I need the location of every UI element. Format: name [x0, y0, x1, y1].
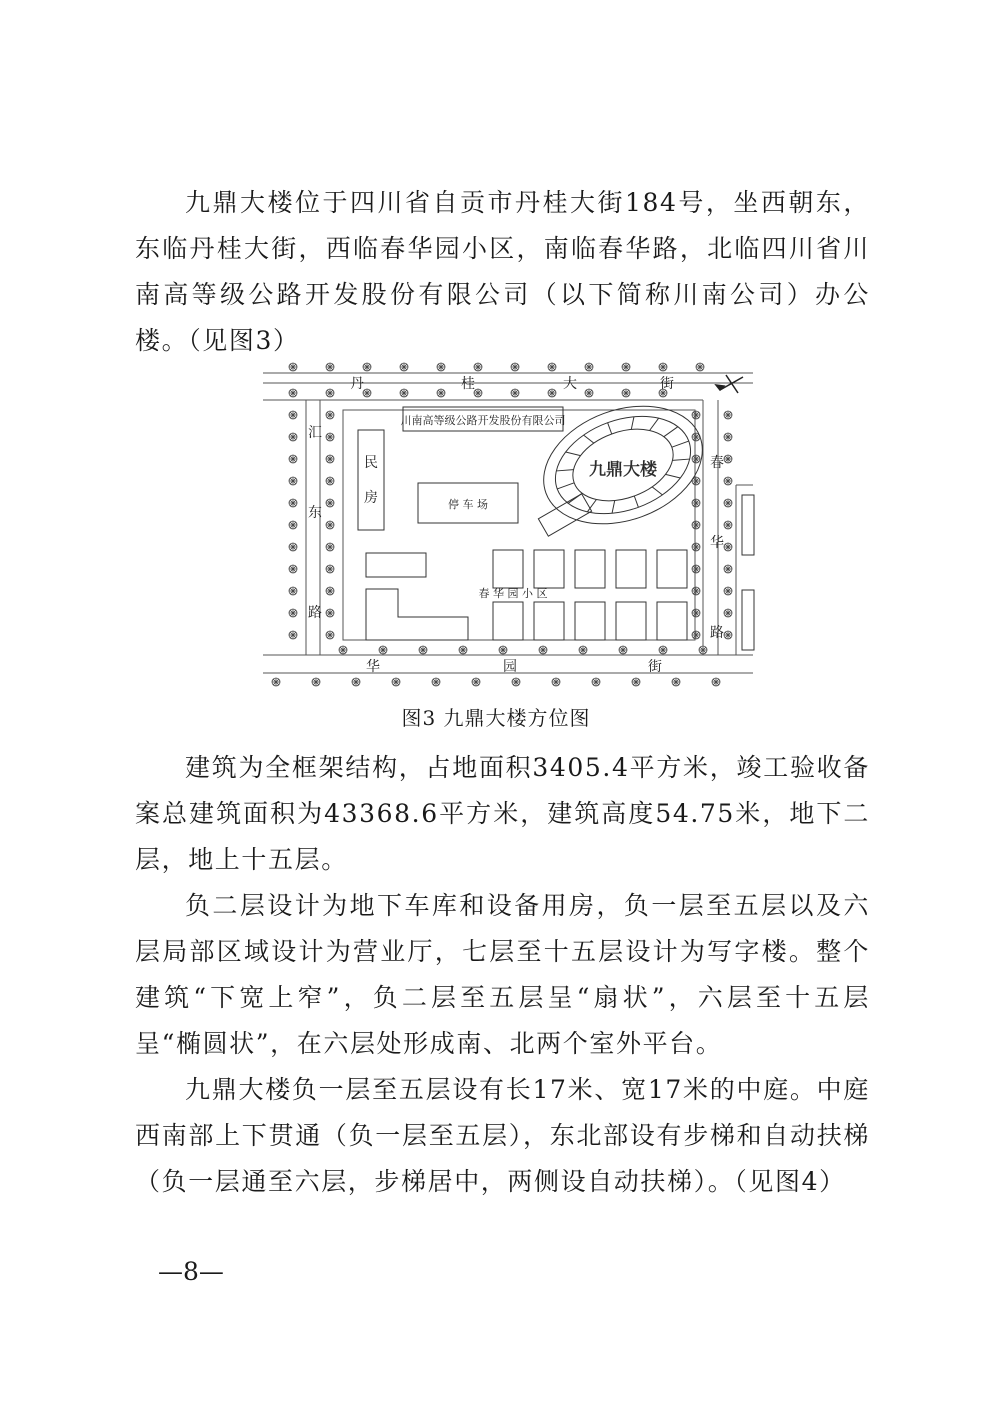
tree-icon: [289, 631, 297, 639]
tree-icon: [289, 363, 297, 371]
tree-icon: [692, 543, 700, 551]
road-right-1: 春: [710, 455, 724, 471]
tree-icon: [632, 678, 640, 686]
tree-icon: [437, 363, 445, 371]
tree-icon: [474, 389, 482, 397]
parking-lot: [418, 483, 518, 523]
tree-icon: [289, 433, 297, 441]
tree-icon: [539, 646, 547, 654]
tree-icon: [289, 543, 297, 551]
tree-icon: [724, 455, 732, 463]
tree-icon: [592, 678, 600, 686]
road-right-3: 路: [710, 625, 724, 641]
house-label-1: 民: [364, 455, 378, 471]
tree-icon: [579, 646, 587, 654]
road-right-2: 华: [710, 535, 724, 551]
tree-icon: [289, 477, 297, 485]
tree-icon: [352, 678, 360, 686]
structure-paragraph: 建筑为全框架结构，占地面积3405.4平方米，竣工验收备案总建筑面积为43368.6平方米，建筑高度54.75米，地下二层，地上十五层。: [135, 753, 870, 874]
tree-icon: [659, 363, 667, 371]
tree-icon: [289, 411, 297, 419]
intro-paragraph: 九鼎大楼位于四川省自贡市丹桂大街184号，坐西朝东，东临丹桂大街，西临春华园小区，南临春华路，北临四川省川南高等级公路开发股份有限公司（以下简称川南公司）办公楼。（见图3）: [135, 188, 870, 355]
tree-icon: [692, 499, 700, 507]
company-office-block: [401, 407, 566, 431]
tree-icon: [326, 543, 334, 551]
page-number: —8—: [158, 1257, 224, 1286]
parking-label: 停 车 场: [448, 498, 488, 511]
tree-icon: [326, 521, 334, 529]
tree-icon: [326, 609, 334, 617]
tree-icon: [363, 363, 371, 371]
tree-icon: [548, 389, 556, 397]
tree-icon: [289, 587, 297, 595]
road-bottom-3: 街: [648, 659, 662, 675]
tree-icon: [511, 363, 519, 371]
tree-icon: [659, 646, 667, 654]
residential-house: [358, 430, 384, 530]
road-top-2: 桂: [461, 376, 475, 392]
tree-icon: [400, 389, 408, 397]
tree-icon: [585, 389, 593, 397]
tree-icon: [339, 646, 347, 654]
tree-icon: [400, 363, 408, 371]
tree-icon: [499, 646, 507, 654]
tree-icon: [289, 455, 297, 463]
tree-icon: [552, 678, 560, 686]
tree-rows: [272, 363, 732, 686]
tree-icon: [472, 678, 480, 686]
tree-icon: [724, 411, 732, 419]
tree-icon: [692, 609, 700, 617]
road-left-2: 东: [308, 505, 322, 521]
tree-icon: [696, 363, 704, 371]
tree-icon: [326, 433, 334, 441]
tree-icon: [672, 678, 680, 686]
tree-icon: [326, 587, 334, 595]
community-label: 春 华 园 小 区: [478, 587, 548, 600]
building-label: 九鼎大楼: [589, 460, 657, 480]
north-arrow-icon: [716, 375, 743, 393]
tree-icon: [289, 389, 297, 397]
tree-icon: [724, 543, 732, 551]
tree-icon: [326, 477, 334, 485]
tree-icon: [289, 521, 297, 529]
tree-icon: [289, 565, 297, 573]
tree-icon: [272, 678, 280, 686]
road-bottom-2: 园: [503, 659, 517, 675]
road-top-3: 大: [563, 376, 577, 392]
tree-icon: [326, 389, 334, 397]
tree-icon: [326, 411, 334, 419]
tree-icon: [459, 646, 467, 654]
tree-icon: [724, 609, 732, 617]
tree-icon: [724, 433, 732, 441]
tree-icon: [712, 678, 720, 686]
tree-icon: [326, 363, 334, 371]
tree-icon: [724, 477, 732, 485]
tree-icon: [437, 389, 445, 397]
tree-icon: [548, 363, 556, 371]
tree-icon: [619, 646, 627, 654]
tree-icon: [392, 678, 400, 686]
tree-icon: [692, 521, 700, 529]
tree-icon: [326, 455, 334, 463]
tree-icon: [724, 587, 732, 595]
tree-icon: [692, 455, 700, 463]
tree-icon: [724, 521, 732, 529]
tree-icon: [312, 678, 320, 686]
house-label-2: 房: [364, 490, 378, 506]
tree-icon: [419, 646, 427, 654]
atrium-paragraph: 九鼎大楼负一层至五层设有长17米、宽17米的中庭。中庭西南部上下贯通（负一层至五层），东北部设有步梯和自动扶梯（负一层通至六层，步梯居中，两侧设自动扶梯）。（见图4）: [135, 1075, 870, 1196]
jiuding-building: [527, 385, 719, 544]
tree-icon: [289, 499, 297, 507]
road-bottom-1: 华: [366, 659, 380, 675]
tree-icon: [289, 609, 297, 617]
floor-design-paragraph: 负二层设计为地下车库和设备用房，负一层至五层以及六层局部区域设计为营业厅，七层至十五层设计为写字楼。整个建筑“下宽上窄”，负二层至五层呈“扇状”，六层至十五层呈“椭圆状”，在六层处形成南、北两个室外平台。: [135, 891, 870, 1058]
figure-caption: 图3 九鼎大楼方位图: [401, 706, 591, 730]
tree-icon: [622, 363, 630, 371]
road-left-1: 汇: [308, 425, 322, 441]
road-top-4: 街: [660, 376, 674, 392]
tree-icon: [585, 363, 593, 371]
tree-icon: [326, 631, 334, 639]
tree-icon: [363, 389, 371, 397]
tree-icon: [379, 646, 387, 654]
tree-icon: [512, 678, 520, 686]
tree-icon: [692, 411, 700, 419]
tree-icon: [622, 389, 630, 397]
tree-icon: [511, 389, 519, 397]
tree-icon: [724, 565, 732, 573]
tree-icon: [692, 565, 700, 573]
tree-icon: [724, 631, 732, 639]
tree-icon: [432, 678, 440, 686]
tree-icon: [474, 363, 482, 371]
tree-icon: [692, 631, 700, 639]
tree-icon: [692, 587, 700, 595]
road-left-3: 路: [308, 605, 322, 621]
road-top-1: 丹: [350, 376, 364, 392]
tree-icon: [326, 499, 334, 507]
map-frame: [343, 410, 695, 640]
company-label: 川南高等级公路开发股份有限公司: [400, 414, 566, 427]
tree-icon: [724, 499, 732, 507]
location-map-figure: [258, 355, 758, 693]
tree-icon: [326, 565, 334, 573]
